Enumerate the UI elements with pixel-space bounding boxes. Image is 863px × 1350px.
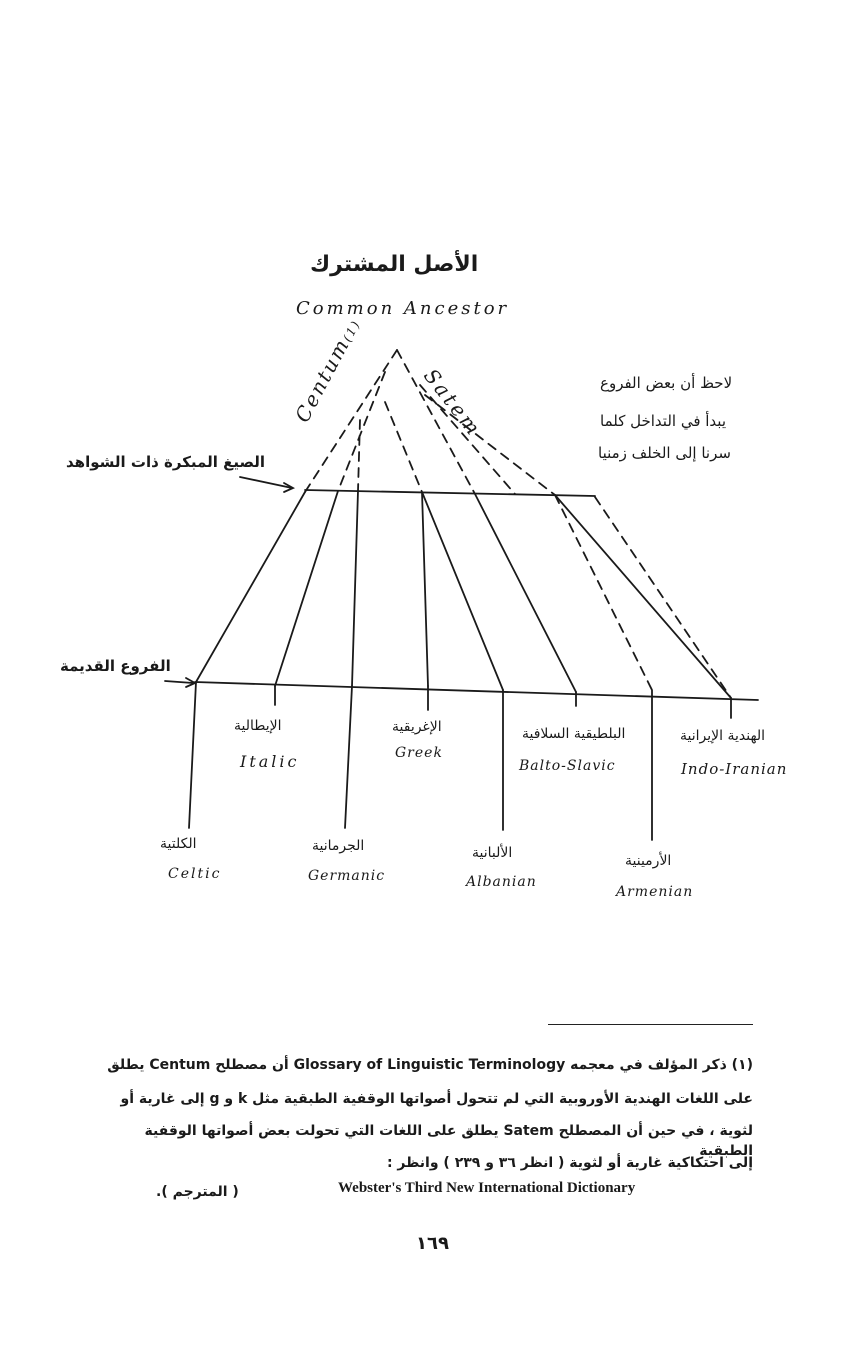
branch-indo-iranian-ar: الهندية الإيرانية: [680, 728, 766, 744]
footnote-separator: [548, 1024, 753, 1025]
footnote-line-2: على اللغات الهندية الأوروبية التي لم تتحول أصواتها الوقفية الطبقية مثل k و g إلى غارية أو: [120, 1091, 753, 1107]
centum-footnote-ref: (1): [340, 317, 364, 345]
branch-germanic-ar: الجرمانية: [312, 838, 365, 854]
footnote-translator: ( المترجم ).: [156, 1184, 239, 1200]
branch-italic-ar: الإيطالية: [234, 718, 282, 734]
branch-albanian-ar: الألبانية: [472, 845, 513, 861]
branch-celtic-en: Celtic: [168, 866, 222, 882]
branch-balto-slavic-ar: البلطيقية السلافية: [522, 726, 626, 742]
branch-albanian-en: Albanian: [466, 874, 537, 890]
branch-balto-slavic-en: Balto-Slavic: [519, 758, 616, 774]
branch-armenian-en: Armenian: [616, 884, 694, 900]
satem-label: Satem: [419, 364, 487, 442]
branch-celtic-ar: الكلتية: [160, 836, 197, 852]
branch-greek-en: Greek: [395, 745, 443, 761]
centum-text: Centum: [290, 333, 355, 427]
footnote-dictionary: Webster's Third New International Dictionary: [338, 1180, 636, 1196]
branch-greek-ar: الإغريقية: [392, 719, 442, 735]
page-number: ١٦٩: [416, 1233, 449, 1254]
footnote-line-1: (١) ذكر المؤلف في معجمه Glossary of Linguistic Terminology أن مصطلح Centum يطلق: [107, 1057, 753, 1073]
note-line-3: سرنا إلى الخلف زمنيا: [598, 444, 731, 462]
footnote-line-4: إلى احتكاكية غارية أو لثوية ( انظر ٣٦ و ٢٣٩ ) وانظر :: [386, 1155, 753, 1171]
ancient-branches-label: الفروع القديمة: [60, 657, 171, 675]
branch-indo-iranian-en: Indo-Iranian: [681, 760, 788, 778]
footnote-line-3: لثوية ، في حين أن المصطلح Satem يطلق على اللغات التي تحولت بعض أصواتها الوقفية الطبقية: [144, 1123, 753, 1159]
branch-italic-en: Italic: [240, 752, 300, 771]
note-line-1: لاحظ أن بعض الفروع: [600, 374, 733, 392]
early-attested-label: الصيغ المبكرة ذات الشواهد: [66, 453, 266, 471]
root-label-arabic: الأصل المشترك: [310, 252, 479, 277]
branch-armenian-ar: الأرمينية: [625, 853, 672, 869]
ancient-level-line: [195, 682, 758, 700]
note-line-2: يبدأ في التداخل كلما: [600, 412, 727, 430]
root-label-english: Common Ancestor: [296, 298, 510, 319]
branch-germanic-en: Germanic: [308, 868, 386, 884]
